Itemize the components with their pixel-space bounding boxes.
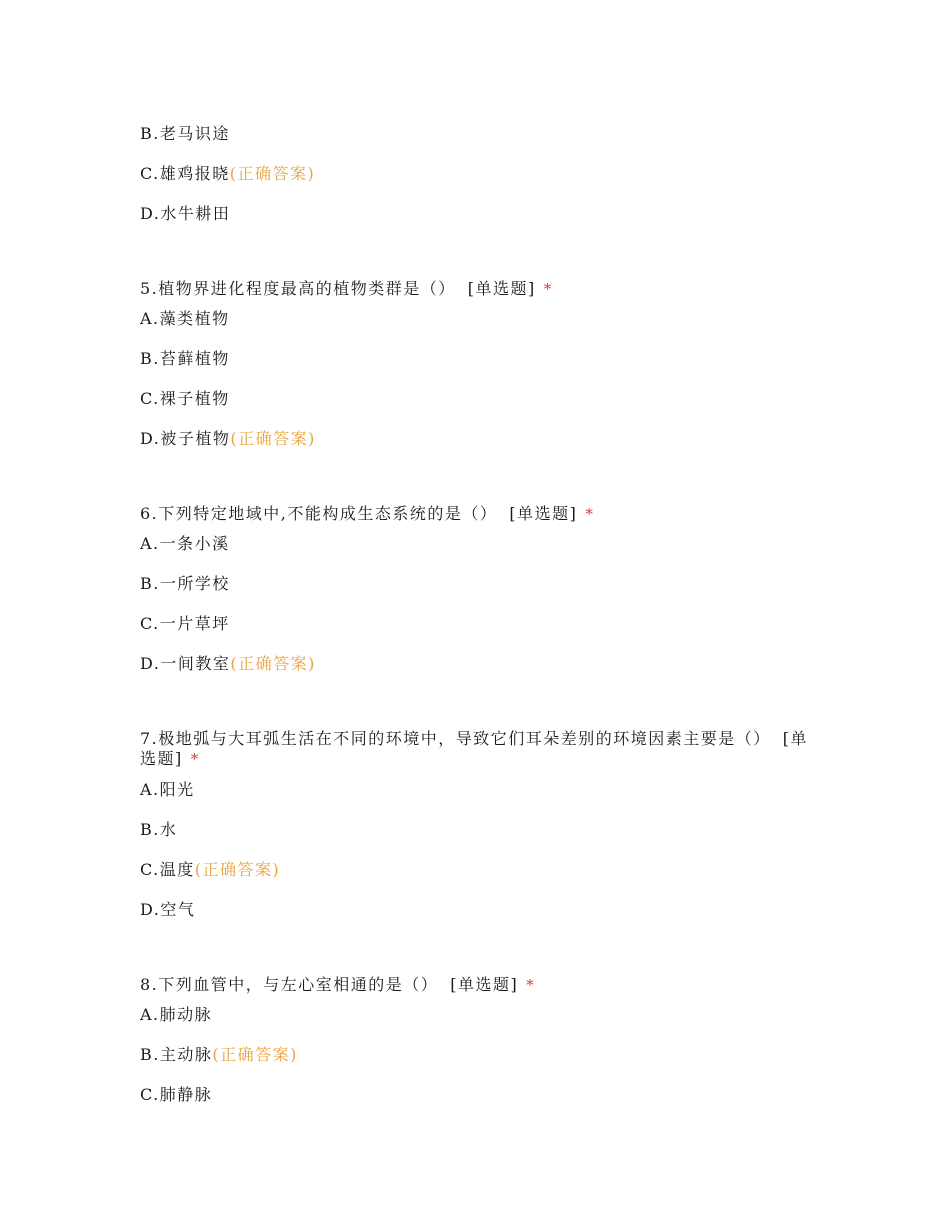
option [140, 820, 177, 840]
option [140, 860, 280, 880]
required-icon: * [585, 505, 595, 523]
option [140, 614, 230, 634]
correct-answer-mark: (正确答案) [229, 164, 316, 183]
option [140, 1005, 212, 1025]
option [140, 900, 195, 920]
option [140, 124, 230, 144]
option-text: B.苔藓植物 [140, 349, 230, 368]
option-text: C.雄鸡报晓 [140, 164, 230, 183]
option-text: B.老马识途 [140, 124, 230, 143]
option-text: A.一条小溪 [140, 534, 230, 553]
correct-answer-mark: (正确答案) [194, 860, 281, 879]
option-text: C.肺静脉 [140, 1085, 213, 1104]
option [140, 654, 316, 674]
option-text: D.一间教室 [140, 654, 231, 673]
option [140, 204, 230, 224]
question-title [140, 279, 820, 299]
question-type: [单选题] [450, 975, 519, 994]
option-text: A.藻类植物 [140, 309, 230, 328]
option-text: B.主动脉 [140, 1045, 213, 1064]
option [140, 780, 195, 800]
option [140, 429, 316, 449]
option-text: D.水牛耕田 [140, 204, 231, 223]
question-text: 5.植物界进化程度最高的植物类群是（） [140, 279, 456, 298]
option [140, 574, 230, 594]
question-type: [单选题] [467, 279, 536, 298]
question-text: 6.下列特定地域中,不能构成生态系统的是（） [140, 504, 498, 523]
option-text: D.被子植物 [140, 429, 231, 448]
correct-answer-mark: (正确答案) [212, 1045, 298, 1064]
question-text: 7.极地弧与大耳弧生活在不同的环境中，导致它们耳朵差别的环境因素主要是（） [140, 729, 771, 748]
option-text: C.一片草坪 [140, 614, 230, 633]
question-type: [单选题] [140, 729, 809, 768]
option [140, 349, 230, 369]
option-text: B.一所学校 [140, 574, 230, 593]
option-text: A.阳光 [140, 780, 195, 799]
option-text: D.空气 [140, 900, 196, 919]
required-icon: * [190, 750, 200, 768]
option-text: B.水 [140, 820, 178, 839]
option-text: A.肺动脉 [140, 1005, 213, 1024]
option [140, 164, 315, 184]
question-title [140, 729, 820, 769]
correct-answer-mark: (正确答案) [230, 429, 316, 448]
option [140, 1045, 298, 1065]
option [140, 309, 230, 329]
question-title [140, 504, 820, 524]
required-icon: * [526, 976, 536, 994]
question-type: [单选题] [509, 504, 578, 523]
option-text: C.裸子植物 [140, 389, 230, 408]
correct-answer-mark: (正确答案) [230, 654, 316, 673]
option-text: C.温度 [140, 860, 195, 879]
option [140, 389, 230, 409]
option [140, 1085, 212, 1105]
question-text: 8.下列血管中，与左心室相通的是（） [140, 975, 439, 994]
option [140, 534, 230, 554]
question-title [140, 975, 820, 995]
required-icon: * [543, 280, 553, 298]
